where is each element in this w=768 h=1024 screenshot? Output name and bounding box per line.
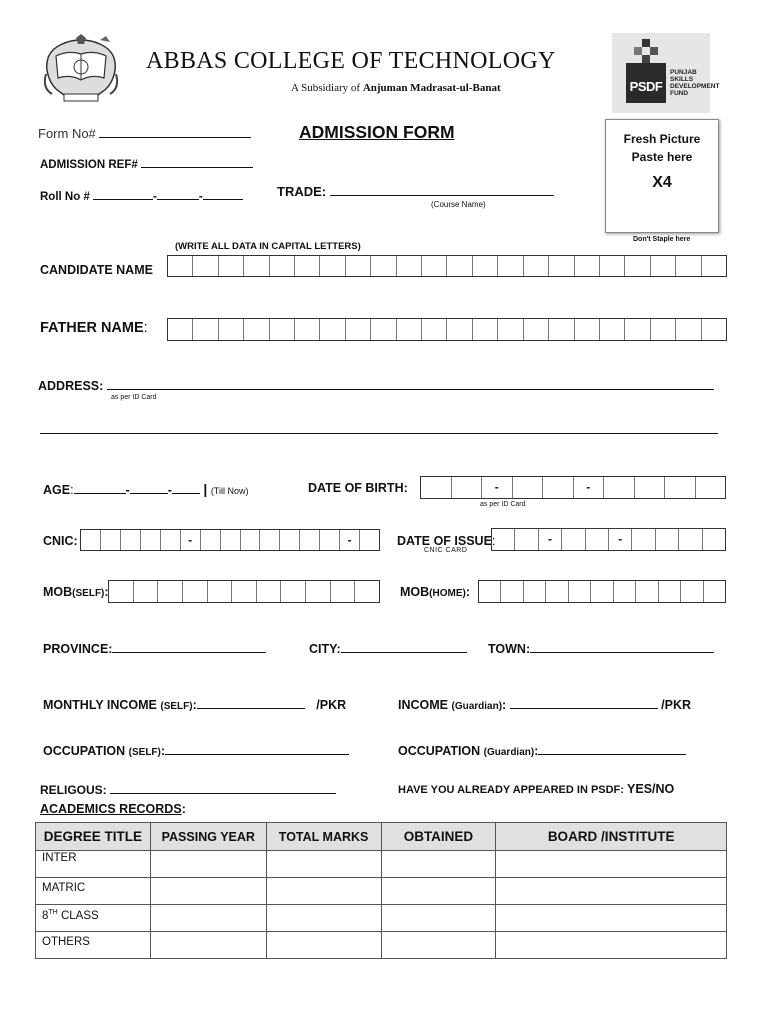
char-box[interactable] xyxy=(121,530,141,550)
pkr-guardian: /PKR xyxy=(661,698,692,712)
age-label: AGE xyxy=(43,483,71,497)
char-box[interactable] xyxy=(575,256,600,276)
row-inter-label: INTER xyxy=(36,851,151,878)
city-label: CITY: xyxy=(309,642,341,656)
province-label: PROVINCE: xyxy=(43,642,113,656)
academics-table xyxy=(35,822,727,959)
college-crest-logo xyxy=(38,34,124,110)
char-box[interactable] xyxy=(201,530,221,550)
academics-title-text: ACADEMICS RECORDS xyxy=(40,802,182,816)
monthly-income-field[interactable]: MONTHLY INCOME (SELF): /PKR xyxy=(43,698,347,712)
char-box[interactable] xyxy=(422,319,447,340)
admission-ref-label: ADMISSION REF# xyxy=(40,159,138,171)
char-box[interactable] xyxy=(141,530,161,550)
form-no-label: Form No# xyxy=(38,126,96,141)
row-8th-class-label: 8TH CLASS xyxy=(36,905,151,932)
city-field[interactable] xyxy=(309,641,467,656)
address-hint: as per ID Card xyxy=(111,394,157,401)
char-box[interactable] xyxy=(193,256,218,276)
occupation-guardian-field[interactable]: OCCUPATION (Guardian): xyxy=(398,743,686,758)
char-box[interactable] xyxy=(241,530,261,550)
father-name-label: FATHER NAME xyxy=(40,320,144,336)
char-box[interactable] xyxy=(600,256,625,276)
char-box[interactable] xyxy=(498,319,523,340)
char-box[interactable] xyxy=(421,477,452,498)
psdf-question-label: HAVE YOU ALREADY APPEARED IN PSDF: xyxy=(398,784,624,796)
table-cell[interactable] xyxy=(266,932,381,959)
char-box[interactable] xyxy=(158,581,183,602)
char-box[interactable] xyxy=(524,256,549,276)
dob-hint: as per ID Card xyxy=(480,501,526,508)
capital-letters-note: (WRITE ALL DATA IN CAPITAL LETTERS) xyxy=(175,241,361,252)
char-box[interactable] xyxy=(371,256,396,276)
char-box[interactable] xyxy=(452,477,483,498)
char-box[interactable] xyxy=(704,581,725,602)
char-box[interactable] xyxy=(320,319,345,340)
form-no-field[interactable] xyxy=(38,126,251,141)
mob-home-suffix: (HOME) xyxy=(429,588,466,599)
char-box[interactable] xyxy=(479,581,501,602)
char-box[interactable] xyxy=(221,530,241,550)
char-box[interactable] xyxy=(604,477,635,498)
char-box[interactable] xyxy=(257,581,282,602)
char-box[interactable] xyxy=(679,529,702,550)
char-box[interactable] xyxy=(260,530,280,550)
char-box[interactable] xyxy=(562,529,585,550)
char-box[interactable] xyxy=(651,256,676,276)
char-box[interactable] xyxy=(549,319,574,340)
char-box[interactable] xyxy=(676,256,701,276)
char-box[interactable] xyxy=(591,581,613,602)
table-cell[interactable] xyxy=(266,878,381,905)
psdf-question[interactable] xyxy=(398,782,674,796)
char-box[interactable] xyxy=(498,256,523,276)
trade-field[interactable] xyxy=(277,184,554,199)
char-box[interactable] xyxy=(636,581,658,602)
form-title: ADMISSION FORM xyxy=(299,122,455,142)
char-box[interactable] xyxy=(702,256,726,276)
roll-no-field[interactable]: Roll No # - - xyxy=(40,188,243,203)
char-box[interactable] xyxy=(346,256,371,276)
col-obtained: OBTAINED xyxy=(381,823,496,851)
table-cell[interactable] xyxy=(266,905,381,932)
admission-ref-field[interactable] xyxy=(40,156,253,171)
char-box[interactable] xyxy=(270,319,295,340)
guardian-income-field[interactable]: INCOME (Guardian): /PKR xyxy=(398,698,692,712)
separator-dash: - xyxy=(482,477,513,498)
photo-box[interactable] xyxy=(605,119,719,233)
mob-self-label: MOB xyxy=(43,585,73,599)
table-cell[interactable] xyxy=(150,878,266,905)
mob-self-field-label: MOB(SELF): xyxy=(43,585,109,599)
char-box[interactable] xyxy=(300,530,320,550)
char-box[interactable] xyxy=(473,256,498,276)
char-box[interactable] xyxy=(134,581,159,602)
table-cell[interactable] xyxy=(381,878,496,905)
subsidiary-prefix: A Subsidiary of xyxy=(291,82,361,94)
char-box[interactable] xyxy=(614,581,636,602)
table-row xyxy=(36,851,727,878)
table-row xyxy=(36,878,727,905)
separator-dash: - xyxy=(539,529,562,550)
char-box[interactable] xyxy=(543,477,574,498)
char-box[interactable] xyxy=(665,477,696,498)
char-box[interactable] xyxy=(320,256,345,276)
row-others-label: OTHERS xyxy=(36,932,151,959)
char-box[interactable] xyxy=(625,319,650,340)
table-cell[interactable] xyxy=(266,851,381,878)
town-label: TOWN: xyxy=(488,642,531,656)
char-box[interactable] xyxy=(168,256,193,276)
char-box[interactable] xyxy=(575,319,600,340)
table-row xyxy=(36,905,727,932)
col-total-marks: TOTAL MARKS xyxy=(266,823,381,851)
char-box[interactable] xyxy=(524,319,549,340)
char-box[interactable] xyxy=(244,319,269,340)
char-box[interactable] xyxy=(280,530,300,550)
trade-label: TRADE: xyxy=(277,184,327,199)
char-box[interactable] xyxy=(422,256,447,276)
psdf-logo-text: PSDF xyxy=(629,79,663,94)
char-box[interactable] xyxy=(702,319,726,340)
char-box[interactable] xyxy=(651,319,676,340)
table-cell[interactable] xyxy=(381,905,496,932)
char-box[interactable] xyxy=(546,581,568,602)
date-of-issue-label: DATE OF ISSUE xyxy=(397,534,492,548)
date-of-issue-boxes[interactable] xyxy=(491,528,726,551)
cnic-boxes[interactable] xyxy=(80,529,380,551)
char-box[interactable] xyxy=(492,529,515,550)
occupation-guardian-label: OCCUPATION xyxy=(398,744,481,758)
address-line-2[interactable] xyxy=(40,433,718,434)
separator-dash: - xyxy=(574,477,605,498)
photo-line1: Fresh Picture xyxy=(623,132,701,146)
char-box[interactable] xyxy=(513,477,544,498)
char-box[interactable] xyxy=(295,319,320,340)
char-box[interactable] xyxy=(473,319,498,340)
mob-home-label: MOB xyxy=(400,585,430,599)
candidate-name-boxes[interactable] xyxy=(167,255,727,277)
till-now-hint: (Till Now) xyxy=(210,486,249,496)
age-field[interactable]: AGE: - - | (Till Now) xyxy=(43,481,249,497)
dob-label: DATE OF BIRTH: xyxy=(308,481,408,495)
char-box[interactable] xyxy=(219,256,244,276)
table-cell[interactable] xyxy=(381,932,496,959)
photo-staple-note: Don't Staple here xyxy=(633,236,691,243)
char-box[interactable] xyxy=(371,319,396,340)
cnic-label: CNIC: xyxy=(43,534,78,548)
char-box[interactable] xyxy=(632,529,655,550)
yes-no-option[interactable]: YES/NO xyxy=(627,782,675,796)
char-box[interactable] xyxy=(569,581,591,602)
academics-header-row xyxy=(36,823,727,851)
char-box[interactable] xyxy=(281,581,306,602)
table-cell[interactable] xyxy=(496,878,727,905)
photo-count: X4 xyxy=(652,174,672,191)
province-field[interactable] xyxy=(43,641,266,656)
char-box[interactable] xyxy=(681,581,703,602)
religious-label: RELIGOUS: xyxy=(40,783,107,797)
char-box[interactable] xyxy=(81,530,101,550)
table-cell[interactable] xyxy=(150,851,266,878)
candidate-name-label: CANDIDATE NAME xyxy=(40,263,153,277)
date-of-issue-field-label: DATE OF ISSUE: xyxy=(397,534,496,548)
char-box[interactable] xyxy=(696,477,726,498)
college-name: ABBAS COLLEGE OF TECHNOLOGY xyxy=(146,48,556,74)
table-cell[interactable] xyxy=(496,851,727,878)
char-box[interactable] xyxy=(306,581,331,602)
table-row xyxy=(36,932,727,959)
char-box[interactable] xyxy=(635,477,666,498)
char-box[interactable] xyxy=(600,319,625,340)
academics-title: ACADEMICS RECORDS: xyxy=(40,802,186,816)
col-degree-title: DEGREE TITLE xyxy=(36,823,151,851)
char-box[interactable] xyxy=(219,319,244,340)
income-label: INCOME xyxy=(398,698,448,712)
father-name-boxes[interactable] xyxy=(167,318,727,341)
subsidiary-name: Anjuman Madrasat-ul-Banat xyxy=(362,82,501,94)
dob-boxes[interactable] xyxy=(420,476,726,499)
char-box[interactable] xyxy=(193,319,218,340)
char-box[interactable] xyxy=(168,319,193,340)
mob-self-boxes[interactable] xyxy=(108,580,380,603)
col-board-institute: BOARD /INSTITUTE xyxy=(496,823,727,851)
occupation-self-field[interactable]: OCCUPATION (SELF): xyxy=(43,743,349,758)
separator-dash: - xyxy=(340,530,360,550)
occupation-self-label: OCCUPATION xyxy=(43,744,126,758)
char-box[interactable] xyxy=(360,530,379,550)
table-cell[interactable] xyxy=(496,905,727,932)
char-box[interactable] xyxy=(515,529,538,550)
separator-dash: - xyxy=(181,530,201,550)
char-box[interactable] xyxy=(397,256,422,276)
char-box[interactable] xyxy=(447,256,472,276)
char-box[interactable] xyxy=(703,529,725,550)
table-cell[interactable] xyxy=(150,932,266,959)
char-box[interactable] xyxy=(346,319,371,340)
address-field[interactable] xyxy=(38,378,714,393)
table-cell[interactable] xyxy=(496,932,727,959)
char-box[interactable] xyxy=(447,319,472,340)
town-field[interactable] xyxy=(488,641,714,656)
pkr-self: /PKR xyxy=(316,698,347,712)
char-box[interactable] xyxy=(331,581,356,602)
char-box[interactable] xyxy=(320,530,340,550)
char-box[interactable] xyxy=(676,319,701,340)
char-box[interactable] xyxy=(397,319,422,340)
roll-no-label: Roll No # xyxy=(40,191,90,203)
mob-self-suffix: (SELF) xyxy=(72,588,105,599)
char-box[interactable] xyxy=(355,581,379,602)
char-box[interactable] xyxy=(625,256,650,276)
subsidiary-line xyxy=(291,82,501,94)
char-box[interactable] xyxy=(586,529,609,550)
char-box[interactable] xyxy=(549,256,574,276)
row-matric-label: MATRIC xyxy=(36,878,151,905)
father-name-field-label: FATHER NAME: xyxy=(40,320,148,336)
photo-line2: Paste here xyxy=(631,150,693,164)
mob-home-field-label: MOB(HOME): xyxy=(400,585,471,599)
cnic-card-hint: CNIC CARD xyxy=(424,547,468,554)
course-name-hint: (Course Name) xyxy=(431,200,486,209)
char-box[interactable] xyxy=(270,256,295,276)
table-cell[interactable] xyxy=(381,851,496,878)
religious-field[interactable] xyxy=(40,782,336,797)
char-box[interactable] xyxy=(295,256,320,276)
monthly-income-label: MONTHLY INCOME xyxy=(43,698,157,712)
address-label: ADDRESS: xyxy=(38,379,104,393)
char-box[interactable] xyxy=(101,530,121,550)
char-box[interactable] xyxy=(208,581,233,602)
psdf-logo-caption: PUNJAB SKILLS DEVELOPMENT FUND xyxy=(670,69,720,97)
char-box[interactable] xyxy=(109,581,134,602)
char-box[interactable] xyxy=(524,581,546,602)
char-box[interactable] xyxy=(501,581,523,602)
separator-dash: - xyxy=(609,529,632,550)
col-passing-year: PASSING YEAR xyxy=(150,823,266,851)
table-cell[interactable] xyxy=(150,905,266,932)
char-box[interactable] xyxy=(659,581,681,602)
char-box[interactable] xyxy=(161,530,181,550)
char-box[interactable] xyxy=(656,529,679,550)
char-box[interactable] xyxy=(183,581,208,602)
char-box[interactable] xyxy=(244,256,269,276)
mob-home-boxes[interactable] xyxy=(478,580,726,603)
char-box[interactable] xyxy=(232,581,257,602)
psdf-logo xyxy=(612,33,720,113)
